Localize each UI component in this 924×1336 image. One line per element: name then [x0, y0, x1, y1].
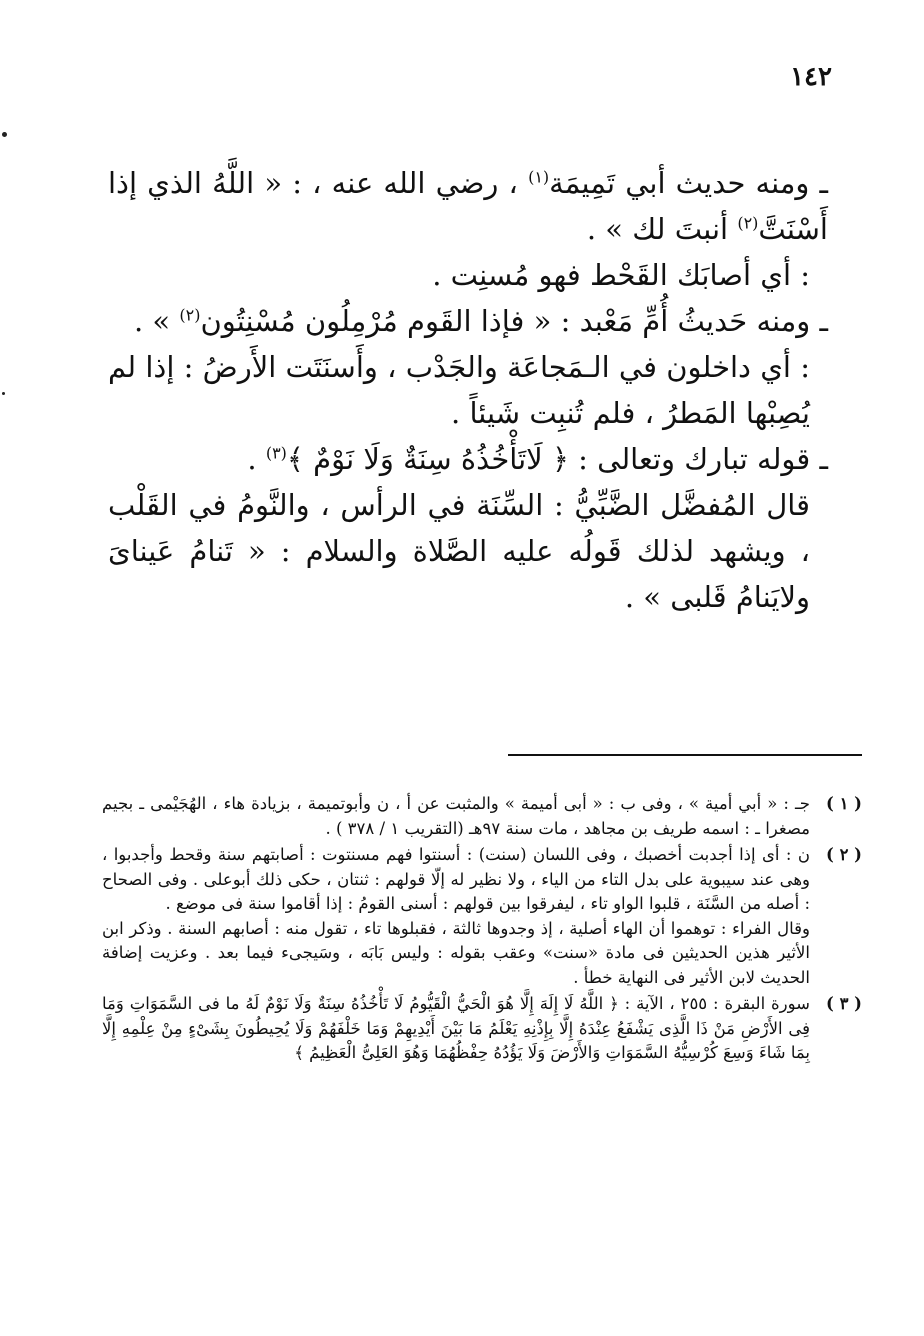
footnote-number: ( ١ ) [826, 794, 862, 813]
footnote-text: وقال الفراء : توهموا أن الهاء أصلية ، إذ وجدوها ثالثة ، فقبلوها تاء ، تقول منه : أصابهم السنة . وذكر ابن الأثير هذين الحديثين فى مادة «سنت» وعقب بقوله : وليس بَابَه ، وسَيجىء فيما بعد . وعزيت إضافة الحديث لابن الأثير فى النهاية خطأ . [102, 918, 810, 987]
footnote-number: ( ٢ ) [826, 845, 862, 864]
paragraph-text: قال المُفضَّل الضَّبِّيُّ : السِّنَة في الرأس ، والنَّومُ في القَلْب ، ويشهد لذلك قَولُه عليه الصَّلاة والسلام : « تَنامُ عَيناىَ ولايَنامُ قَلبى » . [108, 488, 810, 614]
paragraph-text: ـ قوله تبارك وتعالى : ﴿ لَاتَأْخُذُهُ سِنَةٌ وَلَا نَوْمٌ ﴾ [286, 442, 828, 476]
footnote-text: سورة البقرة : ٢٥٥ ، الآية : ﴿ اللَّهُ لَا إِلَهَ إِلَّا هُوَ الْحَيُّ الْقَيُّومُ لَا تَأْخُذُهُ سِنَةٌ وَلَا نَوْمٌ لَهُ ما فى السَّمَوَاتِ وَمَا فِى الأَرْضِ مَنْ ذَا الَّذِى يَشْفَعُ عِنْدَهُ إِلَّا بِإِذْنِهِ يَعْلَمُ مَا بَيْنَ أَيْدِيهِمْ وَمَا خَلْفَهُمْ وَلَا يُحِيطُونَ بِشَىْءٍ مِنْ عِلْمِهِ إِلَّا بِمَا شَاءَ وَسِعَ كُرْسِيُّهُ السَّمَوَاتِ وَالأَرْضَ وَلَا يَؤُدُهُ حِفْظُهُمَا وَهُوَ العَلِىُّ الْعَظِيمُ ﴾ [102, 994, 810, 1062]
footnote-body [102, 792, 810, 841]
main-paragraph [108, 344, 828, 436]
footnote-body [102, 992, 810, 1066]
paragraph-text: : أي أصابَك القَحْط فهو مُسنِت . [432, 258, 810, 292]
paragraph-text: ـ ومنه حَديثُ أُمِّ مَعْبد : « فإذا القَوم مُرْمِلُون مُسْنِتُون [200, 304, 828, 338]
margin-mark [2, 132, 7, 137]
footnotes [102, 792, 862, 1068]
paragraph-text: ـ ومنه حديث أبي تَمِيمَة [549, 166, 829, 200]
paragraph-text: . [247, 442, 266, 476]
footnote-number: ( ٣ ) [826, 994, 862, 1013]
main-paragraph [108, 436, 828, 482]
main-paragraph [108, 482, 828, 620]
paragraph-text: ، رضي الله عنه ، : « اللَّهُ الذي إذا أَسْنَتَّ [108, 166, 828, 246]
footnote-ref[interactable]: (٢) [179, 305, 201, 325]
paragraph-text: » . [133, 304, 180, 338]
main-paragraph [108, 252, 828, 298]
footnote [102, 792, 862, 841]
footnote-text: ن : أى إذا أجدبت أخصبك ، وفى اللسان (سنت) : أسنتوا فهم مسنتوت : أصابتهم سنة وقحط وأجدبوا ، وهى عند سيبوية على بدل التاء من الياء ، ولا نظير له إلّا قولهم : ثنتان ، حكى ذلك أبوعلى . وفى الصحاح : أصله من السَّنَة ، قلبوا الواو تاء ، ليفرقوا بين قولهم : أسنى القومُ : إذا أقاموا سنة فى موضع . [102, 845, 810, 913]
footnote-ref[interactable]: (٢) [737, 213, 759, 233]
footnote-ref[interactable]: (١) [528, 167, 550, 187]
footnote [102, 992, 862, 1066]
main-paragraph [108, 298, 828, 344]
main-paragraph [108, 160, 828, 252]
page-number: ١٤٢ [790, 62, 832, 92]
footnote-ref[interactable]: (٣) [265, 443, 287, 463]
footnote-divider [508, 754, 862, 756]
footnote-text: جـ : « أبي أمية » ، وفى ب : « أبى أميمة » والمثبت عن أ ، ن وأبوتميمة ، بزيادة هاء ، الهُجَيْمى ـ بجيم مصغرا ـ : اسمه طريف بن مجاهد ، مات سنة ٩٧هـ (التقريب ١ / ٣٧٨ ) . [102, 794, 810, 838]
footnote-body [102, 843, 810, 990]
footnote [102, 843, 862, 990]
paragraph-text: : أي داخلون في الـمَجاعَة والجَدْب ، وأَسنَتَت الأَرضُ : إذا لم يُصِبْها المَطرُ ، فلم تُنبِت شَيئاً . [108, 350, 810, 430]
margin-mark [2, 392, 5, 395]
paragraph-text: أنبتَ لك » . [586, 212, 738, 246]
main-text [108, 160, 828, 620]
